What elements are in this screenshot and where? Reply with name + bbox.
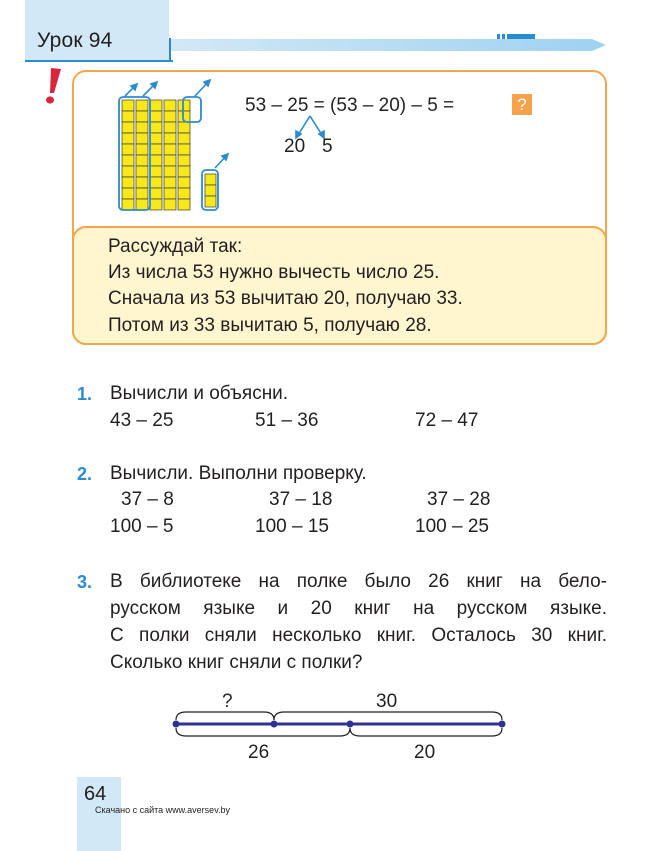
tens-rod-cell (150, 122, 162, 133)
tens-rod-cell (150, 188, 162, 199)
tens-rod-cell (122, 111, 134, 122)
segment-diagram (160, 690, 520, 770)
split-left-value: 20 (284, 136, 306, 157)
tens-rod-cell (164, 144, 176, 155)
tens-rod-cell (136, 144, 148, 155)
tens-rod-cell (164, 155, 176, 166)
tens-rod-cell (178, 199, 190, 210)
tens-rod-cell (136, 177, 148, 188)
tens-rod-cell (122, 100, 134, 111)
reasoning-line: Сначала из 53 вычитаю 20, получаю 33. (108, 288, 463, 309)
tens-rod-cell (136, 188, 148, 199)
tens-rod-cell (164, 199, 176, 210)
task-2-expression: 100 – 15 (255, 516, 329, 537)
brace-top-right (274, 712, 502, 720)
task-3-line: русском языке и 20 книг на русском языке. (110, 598, 607, 619)
segment-point (499, 721, 506, 728)
tens-rod-cell (122, 166, 134, 177)
top-left-label: ? (222, 691, 233, 712)
tens-rod-cell (150, 111, 162, 122)
segment-point (347, 721, 354, 728)
tens-rod-cell (122, 122, 134, 133)
task-3-line: Сколько книг сняли с полки? (110, 652, 363, 673)
tens-rod-cell (164, 177, 176, 188)
tens-rod-cell (136, 133, 148, 144)
tens-rod-cell (164, 188, 176, 199)
tens-rod-cell (136, 111, 148, 122)
tens-rod-cell (150, 100, 162, 111)
tens-rod-cell (178, 100, 190, 111)
task-2-expression: 37 – 18 (269, 489, 333, 510)
lesson-title: Урок 94 (37, 29, 113, 52)
tens-rod-cell (136, 122, 148, 133)
task-3-line: В библиотеке на полке было 26 книг на бело- (110, 571, 607, 592)
base-ten-blocks (110, 74, 240, 214)
source-note: Скачано с сайта www.aversev.by (95, 805, 231, 815)
task-1-expression: 43 – 25 (110, 410, 174, 431)
ones-unit (205, 185, 216, 196)
ones-unit (205, 174, 216, 185)
tens-rod-cell (150, 166, 162, 177)
task-2-expression: 37 – 28 (427, 489, 491, 510)
task-1-expression: 51 – 36 (255, 410, 319, 431)
task-2-number: 2. (77, 464, 93, 484)
reasoning-line: Потом из 33 вычитаю 5, получаю 28. (108, 315, 432, 336)
page-number: 64 (84, 783, 107, 805)
tens-rod-cell (164, 122, 176, 133)
tens-rod-cell (164, 166, 176, 177)
tens-rod-cell (122, 155, 134, 166)
unknown-box: ? (512, 94, 532, 115)
split-right-value: 5 (322, 136, 333, 157)
task-3-number: 3. (77, 572, 93, 592)
task-2-text: Вычисли. Выполни проверку. (110, 463, 367, 484)
tens-rod-cell (150, 177, 162, 188)
lesson-tab-underline (25, 60, 173, 62)
tens-rod-cell (136, 155, 148, 166)
tens-rod-cell (136, 166, 148, 177)
tens-rod-cell (164, 111, 176, 122)
task-1-number: 1. (77, 384, 93, 404)
tens-rod-cell (136, 199, 148, 210)
task-2-expression: 100 – 25 (415, 516, 489, 537)
reasoning-line: Рассуждай так: (108, 236, 243, 257)
segment-point (173, 721, 180, 728)
ones-units (205, 174, 216, 207)
tens-rod-cell (150, 199, 162, 210)
tens-rod-cell (122, 188, 134, 199)
brace-bottom-left (176, 728, 350, 736)
lesson-tab-edge (169, 38, 171, 62)
tens-rod-cell (178, 155, 190, 166)
segment-point (271, 721, 278, 728)
rule-formula: 53 – 25 = (53 – 20) – 5 = (245, 95, 460, 116)
top-right-label: 30 (376, 691, 398, 712)
reasoning-line: Из числа 53 нужно вычесть число 25. (108, 262, 440, 283)
tens-rod-cell (164, 133, 176, 144)
task-2-expression: 37 – 8 (121, 489, 174, 510)
tens-rod-cell (122, 177, 134, 188)
bottom-right-label: 20 (414, 742, 436, 763)
tens-rod-cell (150, 144, 162, 155)
brace-bottom-right (350, 728, 502, 736)
tens-rod-cell (178, 133, 190, 144)
tens-rod-cell (150, 133, 162, 144)
tens-rod-cell (122, 144, 134, 155)
task-1-expression: 72 – 47 (415, 410, 479, 431)
task-2-expression: 100 – 5 (110, 516, 174, 537)
tens-rod-cell (122, 199, 134, 210)
exclamation-icon (42, 66, 68, 106)
tens-rod-cell (178, 144, 190, 155)
tens-rod-cell (136, 100, 148, 111)
brace-top-left (176, 712, 274, 720)
tens-rod-cell (122, 133, 134, 144)
tens-rod-cell (178, 188, 190, 199)
tens-rod-cell (150, 155, 162, 166)
tens-rod-cell (178, 177, 190, 188)
task-3-line: С полки сняли несколько книг. Осталось 30 книг. (110, 625, 607, 646)
ones-unit (205, 196, 216, 207)
bottom-left-label: 26 (248, 742, 270, 763)
tens-rod-cell (164, 100, 176, 111)
tens-rod-cell (178, 122, 190, 133)
tens-rod-cell (178, 166, 190, 177)
tens-rods (122, 100, 190, 210)
header-band-arrow (171, 39, 606, 51)
task-1-text: Вычисли и объясни. (110, 383, 289, 404)
